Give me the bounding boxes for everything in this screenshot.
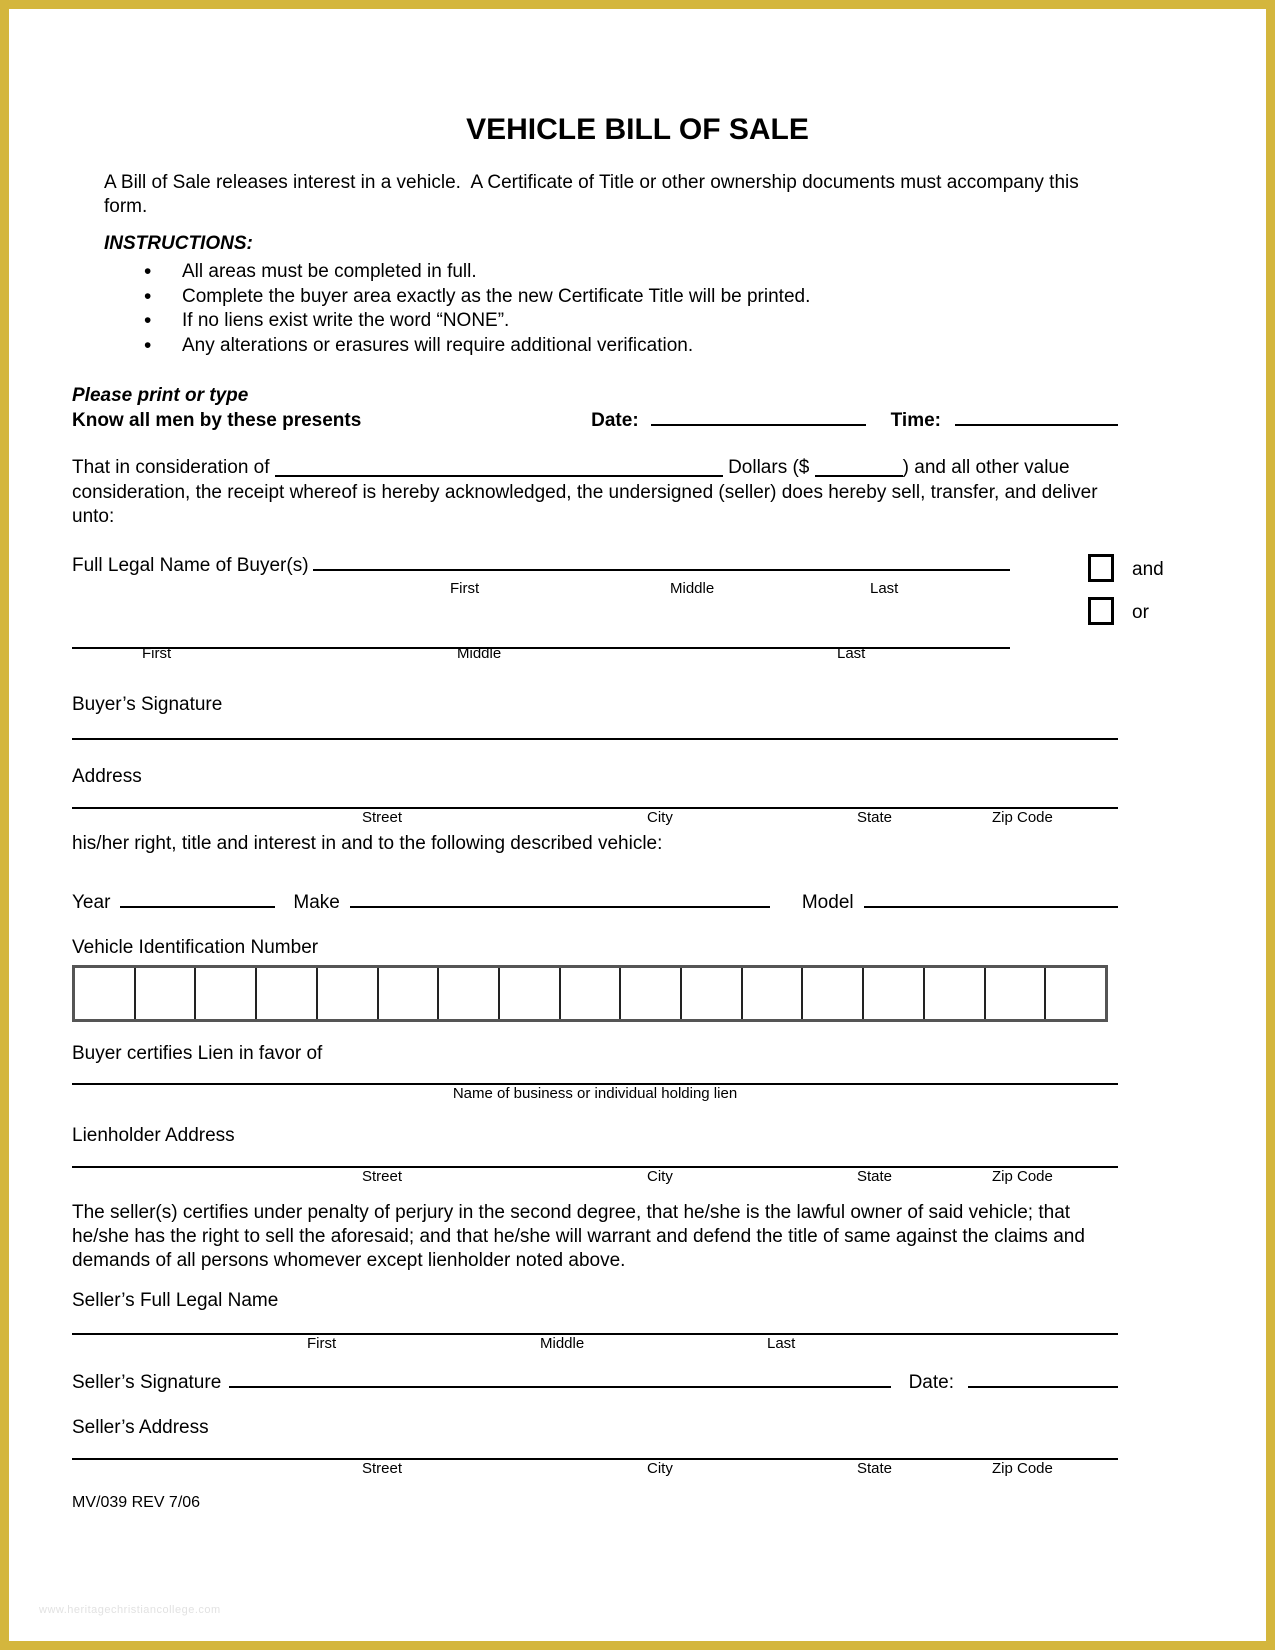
first-sublabel: First — [142, 644, 172, 662]
buyer-name-row-1 — [72, 552, 1010, 580]
year-label: Year — [72, 891, 111, 913]
seller-date-label: Date: — [908, 1371, 954, 1393]
seller-signature-row — [72, 1369, 1118, 1396]
vin-cell[interactable] — [498, 968, 559, 1019]
model-label: Model — [801, 891, 854, 913]
year-make-model-row — [72, 889, 1118, 915]
seller-certification-text: The seller(s) certifies under penalty of perjury in the second degree, that he/she is the lawful owner of said vehicle; that he/she has the right to sell the aforesaid; and that he/she will warrant and defend the title of same against the claims and demands of all persons whomever except lienholder noted above. — [72, 1201, 1085, 1271]
vin-cell[interactable] — [801, 968, 862, 1019]
rights-transfer-text: his/her right, title and interest in and to the following described vehicle: — [72, 832, 663, 854]
instruction-item: • Any alterations or erasures will require additional verification. — [72, 334, 1118, 359]
buyer1-name-sublabels — [72, 580, 1118, 597]
lienholder-address-label: Lienholder Address — [72, 1124, 235, 1146]
vin-label: Vehicle Identification Number — [72, 936, 319, 958]
page-title: VEHICLE BILL OF SALE — [466, 113, 809, 146]
date-blank-field[interactable] — [651, 407, 866, 426]
last-sublabel: Last — [767, 1334, 796, 1352]
date-time-row — [72, 407, 1118, 432]
seller-address-sublabels — [72, 1460, 1118, 1477]
vin-cell[interactable] — [377, 968, 438, 1019]
buyer2-name-sublabels — [72, 645, 1118, 662]
instruction-item: • All areas must be completed in full. — [72, 260, 1118, 285]
middle-sublabel: Middle — [540, 1334, 585, 1352]
dollars-label: Dollars ($ — [728, 457, 810, 478]
first-sublabel: First — [450, 579, 480, 597]
vin-cell[interactable] — [923, 968, 984, 1019]
and-checkbox-label: and — [1132, 558, 1164, 580]
intro-text: A Bill of Sale releases interest in a vehicle. A Certificate of Title or other ownership documents must accompany this form. — [104, 172, 1079, 217]
middle-sublabel: Middle — [670, 579, 715, 597]
state-sublabel: State — [857, 1459, 893, 1477]
know-all-men-text: Know all men by these presents — [72, 410, 362, 431]
instructions-list — [72, 260, 1118, 358]
consideration-prefix: That in consideration of — [72, 457, 270, 478]
street-sublabel: Street — [362, 1459, 403, 1477]
or-checkbox[interactable] — [1088, 597, 1114, 625]
vin-cell[interactable] — [680, 968, 741, 1019]
year-field[interactable] — [120, 889, 275, 908]
vin-cell[interactable] — [862, 968, 923, 1019]
seller-name-sublabels — [72, 1335, 1118, 1352]
buyer-name-row-2 — [72, 597, 1010, 645]
or-checkbox-label: or — [1132, 601, 1149, 623]
zip-code-sublabel: Zip Code — [992, 808, 1053, 826]
time-label: Time: — [890, 410, 941, 431]
buyer-signature-label: Buyer’s Signature — [72, 693, 223, 715]
vin-cell[interactable] — [194, 968, 255, 1019]
vin-boxes — [72, 965, 1108, 1022]
middle-sublabel: Middle — [457, 644, 502, 662]
lienholder-address-sublabels — [72, 1168, 1118, 1185]
buyer-full-legal-name-label: Full Legal Name of Buyer(s) — [72, 554, 309, 576]
vin-cell[interactable] — [1044, 968, 1105, 1019]
seller-signature-label: Seller’s Signature — [72, 1371, 222, 1393]
vin-cell[interactable] — [437, 968, 498, 1019]
city-sublabel: City — [647, 808, 673, 826]
city-sublabel: City — [647, 1459, 673, 1477]
buyer-address-label: Address — [72, 765, 142, 787]
last-sublabel: Last — [837, 644, 866, 662]
buyer-address-sublabels — [72, 809, 1118, 826]
dollars-amount-field[interactable] — [815, 458, 903, 477]
last-sublabel: Last — [870, 579, 899, 597]
consideration-amount-words-field[interactable] — [275, 458, 723, 477]
lienholder-name-sublabel: Name of business or individual holding lien — [452, 1084, 738, 1102]
street-sublabel: Street — [362, 1167, 403, 1185]
seller-signature-field[interactable] — [229, 1369, 890, 1388]
watermark-text: www.heritagechristiancollege.com — [39, 1604, 221, 1616]
city-sublabel: City — [647, 1167, 673, 1185]
consideration-paragraph — [72, 456, 1118, 530]
make-field[interactable] — [350, 889, 770, 908]
state-sublabel: State — [857, 808, 893, 826]
state-sublabel: State — [857, 1167, 893, 1185]
form-content — [9, 171, 1266, 1513]
seller-date-field[interactable] — [968, 1369, 1118, 1388]
zip-code-sublabel: Zip Code — [992, 1167, 1053, 1185]
model-field[interactable] — [864, 889, 1118, 908]
seller-address-label: Seller’s Address — [72, 1416, 209, 1438]
vin-cell[interactable] — [619, 968, 680, 1019]
vin-cell[interactable] — [75, 968, 134, 1019]
date-label: Date: — [591, 410, 639, 431]
first-sublabel: First — [307, 1334, 337, 1352]
vin-cell[interactable] — [316, 968, 377, 1019]
vin-cell[interactable] — [984, 968, 1045, 1019]
make-label: Make — [293, 891, 340, 913]
vin-cell[interactable] — [741, 968, 802, 1019]
zip-code-sublabel: Zip Code — [992, 1459, 1053, 1477]
consideration-suffix: ) and all other value consideration, the receipt whereof is hereby acknowledged, the undersigned (seller) does hereby sell, transfer, and deliver unto: — [72, 457, 1098, 527]
lien-certifies-label: Buyer certifies Lien in favor of — [72, 1042, 323, 1064]
vin-cell[interactable] — [134, 968, 195, 1019]
instruction-item: • Complete the buyer area exactly as the new Certificate Title will be printed. — [72, 285, 1118, 310]
buyer1-name-field[interactable] — [313, 552, 1010, 571]
instructions-heading: INSTRUCTIONS: — [104, 233, 253, 254]
print-or-type-note: Please print or type — [72, 385, 249, 406]
and-checkbox[interactable] — [1088, 554, 1114, 582]
buyer-names-block — [72, 552, 1164, 662]
street-sublabel: Street — [362, 808, 403, 826]
form-revision-code: MV/039 REV 7/06 — [72, 1493, 201, 1511]
time-blank-field[interactable] — [955, 407, 1118, 426]
buyer-signature-field[interactable] — [72, 738, 1118, 740]
vin-cell[interactable] — [559, 968, 620, 1019]
instruction-item: • If no liens exist write the word “NONE”. — [72, 309, 1118, 334]
seller-full-legal-name-label: Seller’s Full Legal Name — [72, 1289, 279, 1311]
vin-cell[interactable] — [255, 968, 316, 1019]
